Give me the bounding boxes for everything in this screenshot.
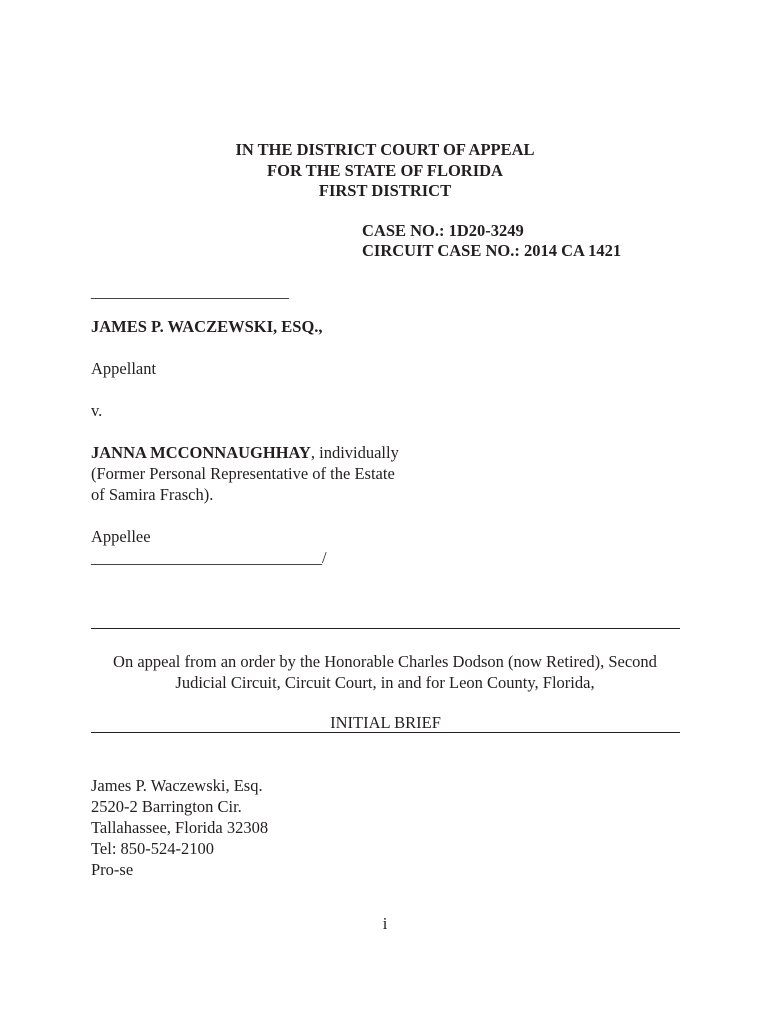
brief-title-underline (91, 732, 680, 733)
appeal-top-divider (91, 628, 680, 629)
attorney-address-1: 2520-2 Barrington Cir. (91, 797, 242, 816)
attorney-address-2: Tallahassee, Florida 32308 (91, 818, 269, 837)
page-number: i (382, 914, 388, 933)
appellee-description-1: (Former Personal Representative of the Estate (91, 464, 395, 483)
case-number: CASE NO.: 1D20-3249 (362, 221, 524, 240)
court-heading-line-1: IN THE DISTRICT COURT OF APPEAL (235, 140, 535, 159)
caption-bottom-rule: ____________________________/ (91, 548, 327, 567)
brief-title: INITIAL BRIEF (330, 713, 441, 732)
appellee-role: Appellee (91, 527, 151, 546)
appellee-name: JANNA MCCONNAUGHHAY (91, 443, 311, 462)
appellee-name-line (91, 442, 399, 463)
circuit-case-number: CIRCUIT CASE NO.: 2014 CA 1421 (362, 241, 622, 260)
attorney-phone: Tel: 850-524-2100 (91, 839, 215, 858)
appeal-description-line-1: On appeal from an order by the Honorable Charles Dodson (now Retired), Second (113, 652, 657, 671)
versus: v. (91, 401, 103, 420)
appellee-name-suffix: , individually (310, 443, 399, 462)
appellant-name: JAMES P. WACZEWSKI, ESQ., (91, 317, 323, 336)
caption-top-rule: ________________________ (91, 282, 289, 301)
court-heading-line-3: FIRST DISTRICT (318, 181, 452, 200)
attorney-name: James P. Waczewski, Esq. (91, 776, 263, 795)
attorney-status: Pro-se (91, 860, 134, 879)
court-heading-line-2: FOR THE STATE OF FLORIDA (267, 161, 503, 180)
appeal-description-line-2: Judicial Circuit, Circuit Court, in and for Leon County, Florida, (175, 673, 595, 692)
appellant-role: Appellant (91, 359, 157, 378)
appellee-description-2: of Samira Frasch). (91, 485, 214, 504)
